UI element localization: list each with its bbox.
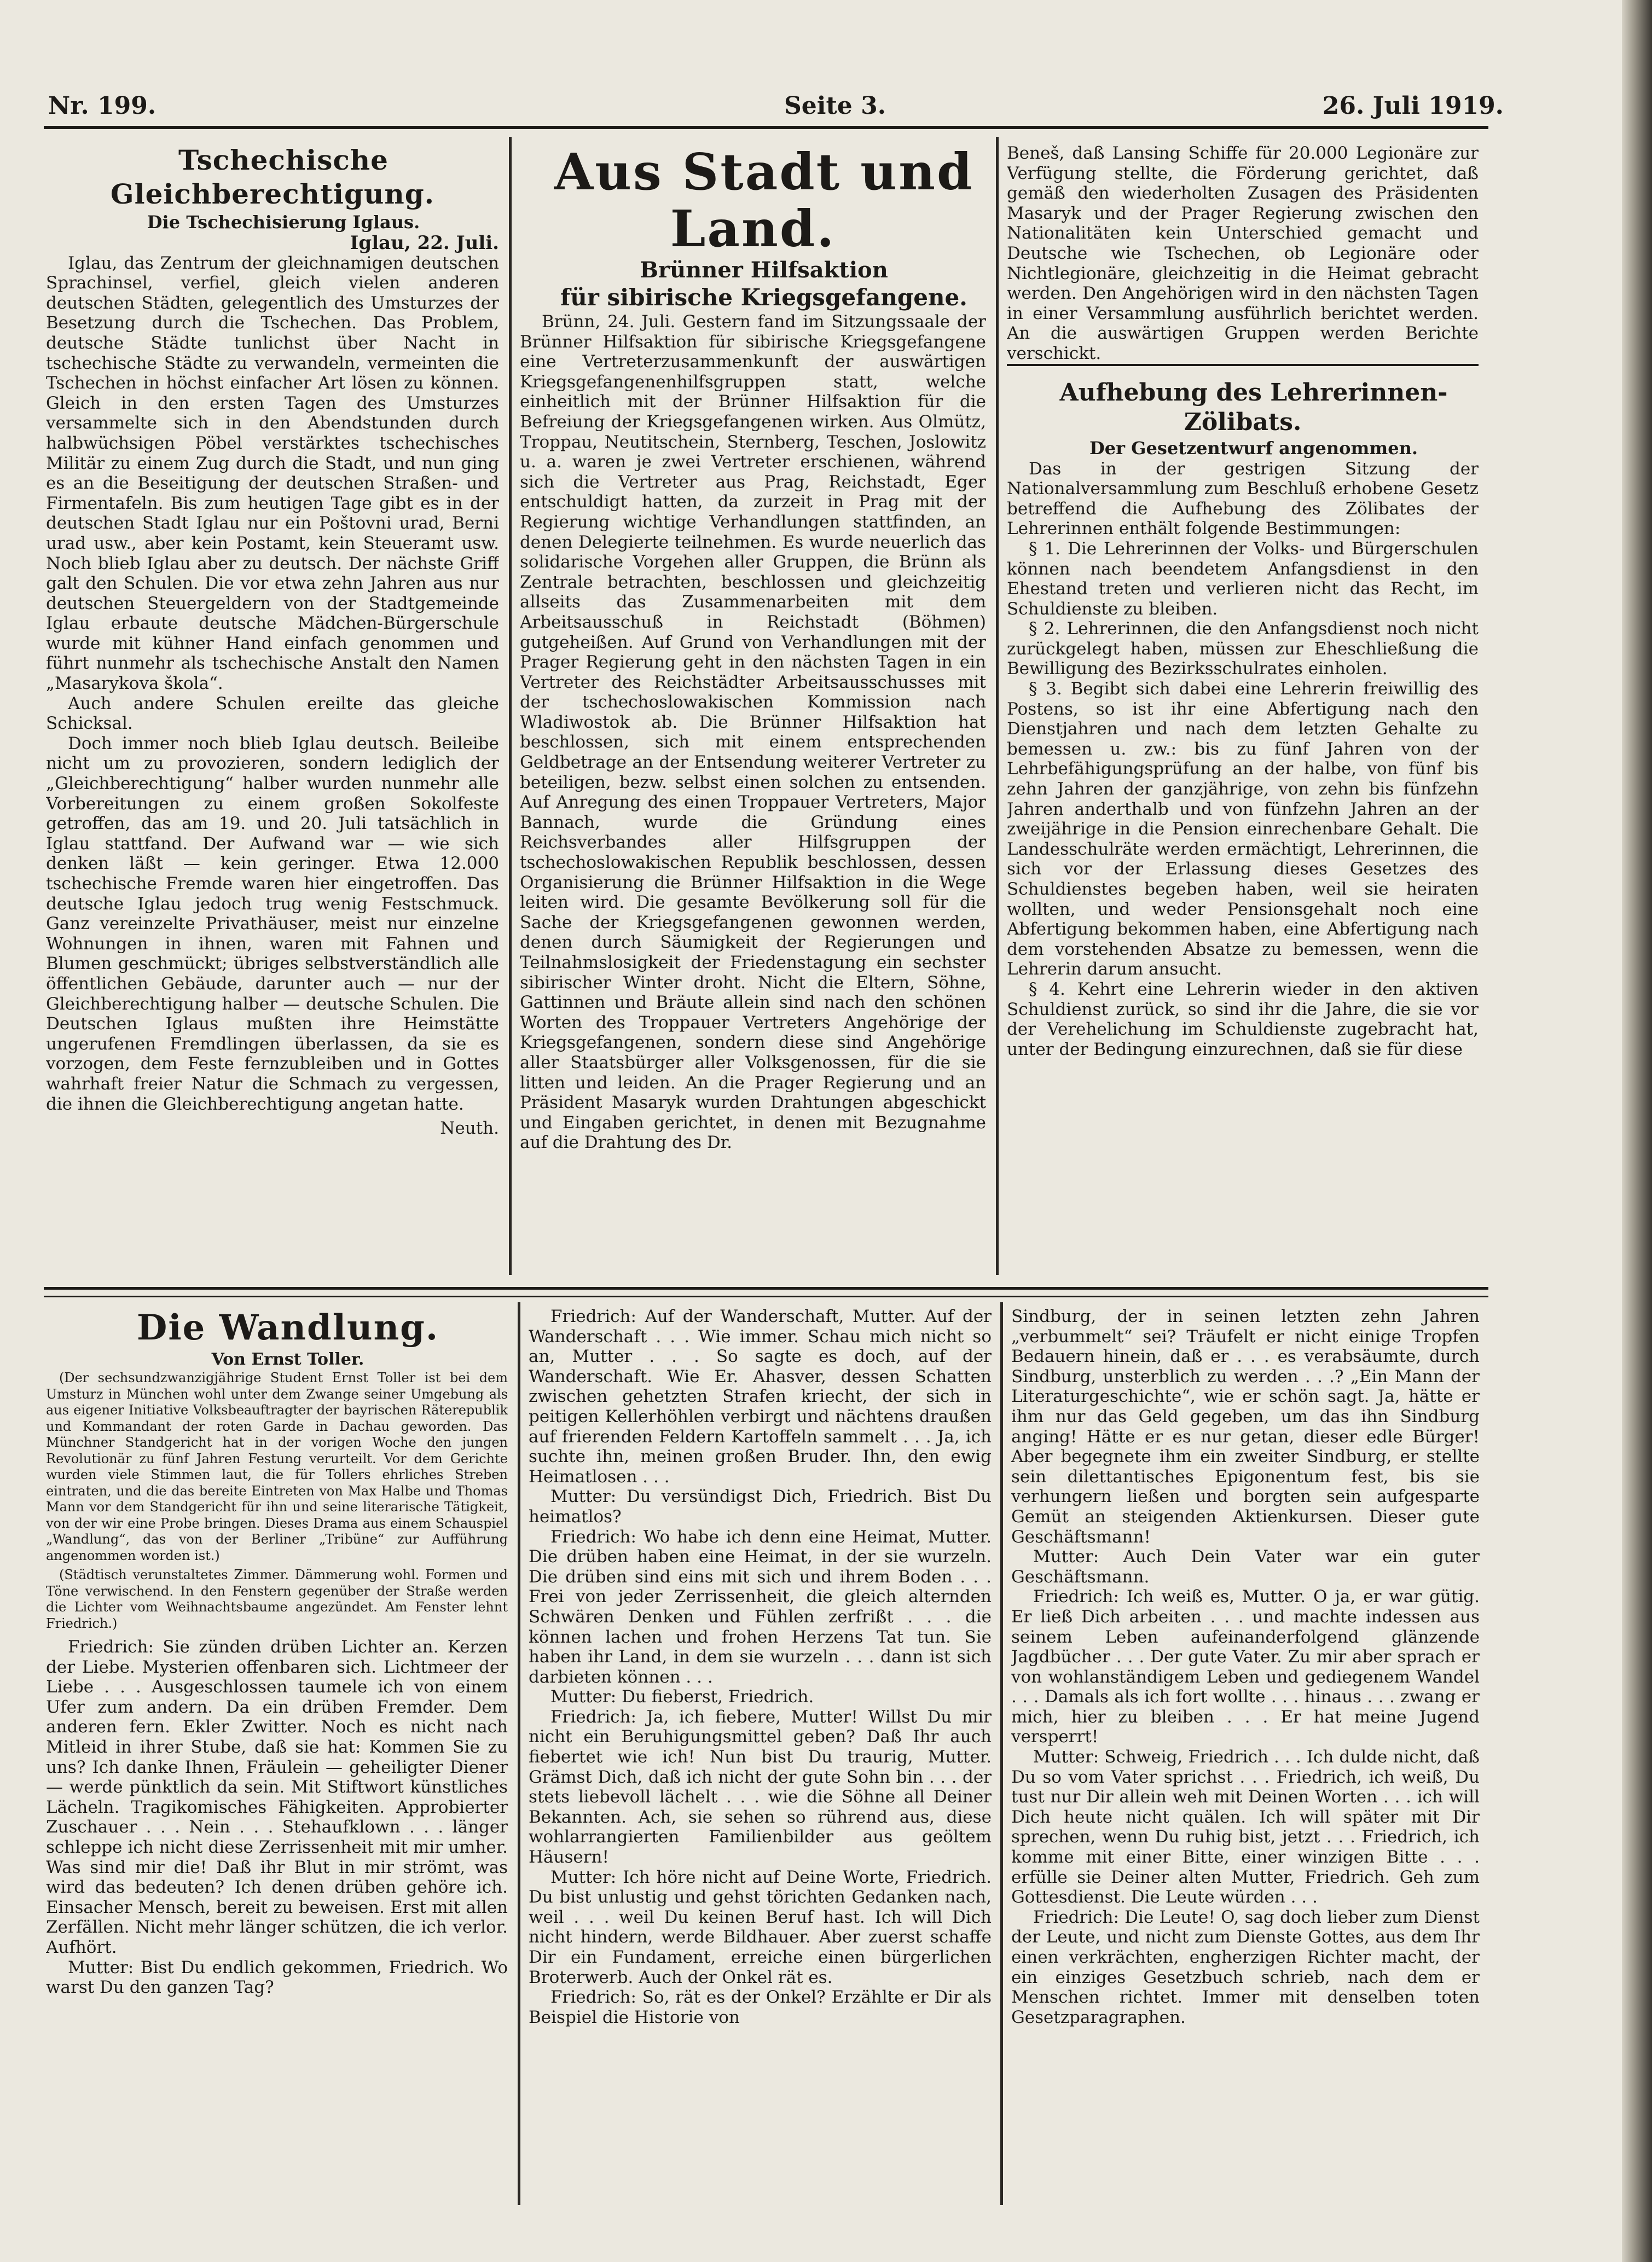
dialogue-line: Mutter: Du fieberst, Friedrich. xyxy=(550,1687,814,1707)
section-title-stadt-und-land: Aus Stadt und Land. xyxy=(554,143,974,258)
dialogue-line: Friedrich: Ja, ich fiebere, Mutter! Willst Du mir nicht ein Beruhigungsmittel geben? Daß Ihr auch fiebertet wie ich! Nun bist Du traurig, Mutter. Grämst Dich, daß ich nicht der gute Sohn bin . . . der stets liebevoll lächelt . . . wie die Söhne all Deiner Bekannten. Ach, sie sehen so rührend aus, diese wohlarrangierten Familienbilder aus geöltem Häusern! xyxy=(529,1707,992,1867)
paragraph: Auch andere Schulen ereilte das gleiche Schicksal. xyxy=(46,693,499,734)
feuilleton-rule-bottom xyxy=(44,1296,1488,1297)
paragraph: § 2. Lehrerinnen, die den Anfangsdienst noch nicht zurückgelegt haben, müssen zur Eheschließung die Bewilligung des Bezirksschulrates einholen. xyxy=(1007,619,1479,679)
dialogue-line: Friedrich: Wo habe ich denn eine Heimat, Mutter. Die drüben haben eine Heimat, in der sie wurzeln. Die drüben sind eins mit sich und ihrem Boden . . . Frei von jeder Zerrissenheit, die gleich alternden Schwären Denken und Fühlen zerfrißt . . . die können lachen und frohen Herzens Tat tun. Sie haben ihr Land, in dem sie wurzeln . . . dann ist sich darbieten können . . . xyxy=(529,1527,992,1687)
paragraph: Brünn, 24. Juli. Gestern fand im Sitzungssaale der Brünner Hilfsaktion für sibirische Kriegsgefangene eine Vertreterzusammenkunft der auswärtigen Kriegsgefangenenhilfsgruppen statt, welche einheitlich mit der Brünner Hilfsaktion für die Befreiung der Kriegsgefangenen wirken. Aus Olmütz, Troppau, Neutitschein, Sternberg, Teschen, Joslowitz u. a. waren je zwei Vertreter erschienen, während sich die Vertreter aus Prag, Reichstadt, Eger entschuldigt hatten, da zurzeit in Prag mit der Regierung wichtige Verhandlungen stattfinden, an denen Delegierte teilnehmen. Es wurde neuerlich das solidarische Vorgehen aller Gruppen, die Brünn als Zentrale betrachten, beschlossen und gleichzeitig allseits das Zusammenarbeiten mit dem Arbeitsausschuß in Reichstadt (Böhmen) gutgeheißen. Auf Grund von Verhandlungen mit der Prager Regierung geht in den nächsten Tagen in ein Vertreter des Reichstädter Arbeitsausschusses mit der tschechoslowakischen Kommission nach Wladiwostok ab. Die Brünner Hilfsaktion hat beschlossen, sich mit einem entsprechenden Geldbetrage an der Entsendung weiterer Vertreter zu beteiligen, bezw. selbst einen solchen zu entsenden. Auf Anregung des einen Troppauer Vertreters, Major Bannach, wurde die Gründung eines Reichsverbandes aller Hilfsgruppen der tschechoslowakischen Republik beschlossen, dessen Organisierung die Brünner Hilfsaktion in die Wege leiten wird. Die gesamte Bevölkerung soll für die Sache der Kriegsgefangenen gewonnen werden, denen durch Säumigkeit der Regierungen und Teilnahmslosigkeit der Friedenstagung ein sechster sibirischer Winter droht. Nicht die Eltern, Söhne, Gattinnen und Bräute allein sind nach den schönen Worten des Troppauer Vertreters Angehörige der Kriegsgefangenen, sondern diese sind Angehörige aller Staatsbürger aller Volksgenossen, für die sie litten und leiden. An die Prager Regierung und an Präsident Masaryk wurden Drahtungen abgeschickt und Eingaben gerichtet, in denen mit Bezugnahme auf die Drahtung des Dr. xyxy=(520,312,986,1153)
dialogue-line: Sindburg, der in seinen letzten zehn Jahren „verbummelt“ sei? Träufelt er nicht einige Tropfen Bedauern hinein, daß er . . . es verabsäumte, durch Sindburg, unsterblich zu werden . . .? „Ein Mann der Literaturgeschichte“, wie er schön sagt. Ja, hätte er ihm nur das Geld gegeben, um das ihn Sindburg anging! Hätte er es nur getan, dieser edle Bürger! Aber begegnete ihm ein zweiter Sindburg, er stellte sein dilettantisches Epigonentum fest, bis sie verhungern ließen und borgten sein aufgesparte Gemüt an steigenden Aktienkursen. Dieser gute Geschäftsmann! xyxy=(1011,1307,1480,1547)
headline-zoelibat: Aufhebung des Lehrerinnen-Zölibats. xyxy=(1007,364,1479,437)
stage-direction: (Städtisch verunstaltetes Zimmer. Dämmerung wohl. Formen und Töne verwischend. In den Fenstern gegenüber der Straße werden die Lichter vom Weihnachtsbaume angezündet. Am Fenster lehnt Friedrich.) xyxy=(46,1567,508,1631)
paragraph: Das in der gestrigen Sitzung der Nationalversammlung zum Beschluß erhobene Gesetz betreffend die Aufhebung des Zölibates der Lehrerinnen enthält folgende Bestimmungen: xyxy=(1007,459,1479,539)
column-rule xyxy=(996,137,999,1275)
column-rule xyxy=(518,1302,520,2205)
dialogue-line: Mutter: Ich höre nicht auf Deine Worte, Friedrich. Du bist unlustig und gehst törichten Gedanken nach, weil . . . weil Du keinen Beruf hast. Ich will Dich nicht hindern, werde Bildhauer. Aber zuerst schaffe Dir ein Fundament, erreiche einen bürgerlichen Broterwerb. Auch der Onkel rät es. xyxy=(529,1867,992,1987)
running-header xyxy=(48,92,1504,130)
dateline-iglau: Iglau, 22. Juli. xyxy=(350,232,499,254)
column-3-article xyxy=(1007,143,1479,1272)
editorial-intro: (Der sechsundzwanzigjährige Student Ernst Toller ist bei dem Umsturz in München wohl unter dem Zwange seiner Umgebung als aus eigener Initiative Volksbeauftragter der bayrischen Räterepublik und Kommandant der roten Garde in Dachau geworden. Das Münchner Standgericht hat in der vorigen Woche den jungen Revolutionär zu fünf Jahren Festung verurteilt. Vor dem Gerichte wurden viele Stimmen laut, die für Tollers ehrliches Streben eintraten, und die das bereite Eintreten von Max Halbe und Thomas Mann vor dem Standgericht für ihn und seine literarische Tätigkeit, von der wir eine Probe bringen. Dieses Drama aus einem Schauspiel „Wandlung“, das von der Berliner „Tribüne“ zur Aufführung angenommen worden ist.) xyxy=(46,1370,508,1563)
subhead-iglau: Die Tschechisierung Iglaus. xyxy=(147,212,420,233)
issue-date: 26. Juli 1919. xyxy=(1322,92,1504,120)
issue-number: Nr. 199. xyxy=(48,92,156,120)
subhead-kriegsgefangene: für sibirische Kriegsgefangene. xyxy=(560,284,967,311)
subhead-hilfsaktion: Brünner Hilfsaktion xyxy=(640,257,888,283)
page-number: Seite 3. xyxy=(784,92,886,120)
dialogue-line: Mutter: Auch Dein Vater war ein guter Geschäftsmann. xyxy=(1011,1547,1480,1587)
page-edge-shadow xyxy=(1622,0,1652,2262)
dialogue-line: Mutter: Du versündigst Dich, Friedrich. Bist Du heimatlos? xyxy=(529,1487,992,1527)
drama-title: Die Wandlung. xyxy=(136,1307,439,1348)
paragraph: § 4. Kehrt eine Lehrerin wieder in den aktiven Schuldienst zurück, so sind ihr die Jahre, die sie vor der Verehelichung im Schuldienste zugebracht hat, unter der Bedingung einzurechnen, daß sie für diese xyxy=(1007,979,1479,1059)
column-rule xyxy=(1000,1302,1003,2205)
paragraph: § 3. Begibt sich dabei eine Lehrerin freiwillig des Postens, so ist ihr eine Abfertigung nach den Dienstjahren und nach dem letzten Gehalte zu bemessen u. zw.: bis zu fünf Jahren von der Lehrbefähigungsprüfung an der halbe, von fünf bis zehn Jahren der ganzjährige, von zehn bis fünfzehn Jahren anderthalb und von fünfzehn Jahren an der zweijährige in die Pension einrechenbare Gehalt. Die Landesschulräte werden ermächtigt, Lehrerinnen, die sich vor der Erlassung dieses Gesetzes des Schuldienstes begeben haben, weil sie heiraten wollten, und weder Pensionsgehalt noch eine Abfertigung bekommen haben, eine Abfertigung nach dem vorstehenden Absatze zu bemessen, wenn die Lehrerin darum ansucht. xyxy=(1007,679,1479,979)
column-2-article xyxy=(520,143,986,1272)
dialogue-line: Friedrich: Ich weiß es, Mutter. O ja, er war gütig. Er ließ Dich arbeiten . . . und machte indessen aus seinem Leben aufeinanderfolgend glänzende Jagdbücher . . . Der gute Vater. Zu mir aber sprach er von wohlanständigem Leben und gediegenem Wandel . . . Damals als ich fort wollte . . . hinaus . . . zwang er mich, hier zu bleiben . . . Er hat meine Jugend versperrt! xyxy=(1011,1587,1480,1747)
feuilleton-rule-top xyxy=(44,1287,1488,1290)
dialogue-line: Friedrich: So, rät es der Onkel? Erzählte er Dir als Beispiel die Historie von xyxy=(529,1987,992,2027)
column-1-article xyxy=(46,143,499,1272)
column-rule xyxy=(509,137,512,1275)
drama-column-2 xyxy=(529,1307,992,2200)
headline-gleichberechtigung: Tschechische Gleichberechtigung. xyxy=(110,144,435,210)
subhead-gesetzentwurf: Der Gesetzentwurf angenommen. xyxy=(1089,437,1418,459)
paragraph: Doch immer noch blieb Iglau deutsch. Beileibe nicht um zu provozieren, sondern lediglich der „Gleichberechtigung“ halber wurden nunmehr alle Vorbereitungen zu einem großen Sokolfeste getroffen, das am 19. und 20. Juli tatsächlich in Iglau stattfand. Der Aufwand war — wie sich denken läßt — kein geringer. Etwa 12.000 tschechische Fremde waren hier eingetroffen. Das deutsche Iglau jedoch trug wenig Festschmuck. Ganz vereinzelte Privathäuser, meist nur einzelne Wohnungen in ihnen, waren mit Fahnen und Blumen geschmückt; übriges selbstverständlich alle öffentlichen Gebäude, darunter auch — nur der Gleichberechtigung halber — deutsche Schulen. Die Deutschen Iglaus mußten ihre Heimstätte ungerufenen Fremdlingen überlassen, da sie es vorzogen, dem Feste fernzubleiben und in Gottes wahrhaft freier Natur die Schmach zu vergessen, die ihnen die Gleichberechtigung angetan hatte. xyxy=(46,733,499,1114)
drama-column-1 xyxy=(46,1307,508,2200)
dialogue-line: Friedrich: Die Leute! O, sag doch lieber zum Dienst der Leute, und nicht zum Dienste Gottes, aus dem Ihr einen verkrächten, engherzigen Richter macht, der ein einziges Gesetzbuch schrieb, nach dem er Menschen richtet. Immer mit denselben toten Gesetzparagraphen. xyxy=(1011,1907,1480,2027)
dialogue-line: Mutter: Bist Du endlich gekommen, Friedrich. Wo warst Du den ganzen Tag? xyxy=(46,1957,508,1998)
dialogue-line: Friedrich: Auf der Wanderschaft, Mutter. Auf der Wanderschaft . . . Wie immer. Schau mich nicht so an, Mutter . . . So sagte es doch, auf der Wanderschaft. Wie Er. Ahasver, dessen Schatten zwischen gehetzten Strafen kriecht, der sich in peitigen Kellerhöhlen verbirgt und nächtens draußen auf frierenden Feldern Kartoffeln sammelt . . . Ja, ich suchte ihn, meinen großen Bruder. Ihn, den ewig Heimatlosen . . . xyxy=(529,1307,992,1487)
paragraph: § 1. Die Lehrerinnen der Volks- und Bürgerschulen können nach beendetem Anfangsdienst in den Ehestand treten und verlieren nicht das Recht, im Schuldienste zu bleiben. xyxy=(1007,538,1479,619)
paragraph: Beneš, daß Lansing Schiffe für 20.000 Legionäre zur Verfügung stellte, die Förderung gerichtet, daß gemäß den wiederholten Zusagen des Präsidenten Masaryk und der Prager Regierung zwischen den Nationalitäten kein Unterschied gemacht und Deutsche wie Tschechen, ob Legionäre oder Nichtlegionäre, gleichzeitig in die Heimat gebracht werden. Den Angehörigen wird in den nächsten Tagen in einer Versammlung ausführlich berichtet werden. An die auswärtigen Gruppen werden Berichte verschickt. xyxy=(1007,143,1479,363)
header-rule xyxy=(44,126,1488,129)
drama-column-3 xyxy=(1011,1307,1480,2200)
signature: Neuth. xyxy=(440,1118,499,1139)
drama-author: Von Ernst Toller. xyxy=(211,1350,364,1369)
dialogue-line: Mutter: Schweig, Friedrich . . . Ich dulde nicht, daß Du so vom Vater sprichst . . . Friedrich, ich weiß, Du tust nur Dir allein weh mit Deinen Worten . . . ich will Dich heute nicht quälen. Ich will später mit Dir sprechen, wenn Du ruhig bist, jetzt . . . Friedrich, ich komme mit einer Bitte, einer winzigen Bitte . . . erfülle sie Deiner alten Mutter, Friedrich. Geh zum Gottesdienst. Die Leute würden . . . xyxy=(1011,1747,1480,1907)
dialogue-line: Friedrich: Sie zünden drüben Lichter an. Kerzen der Liebe. Mysterien offenbaren sich. Lichtmeer der Liebe . . . Ausgeschlossen taumele ich von einem Ufer zum andern. Da ein drüben Fremder. Dem anderen fern. Ekler Zwitter. Noch es nicht nach Mitleid in ihrer Stube, daß sie hat: Kommen Sie zu uns? Ich danke Ihnen, Fräulein — geheiligter Diener — werde pünktlich da sein. Mit Stiftwort künstliches Lächeln. Tragikomisches Fähigkeiten. Approbierter Zuschauer . . . Nein . . . Stehaufklown . . . länger schleppe ich nicht diese Zerrissenheit mit mir umher. Was sind mir die! Daß ihr Blut in mir strömt, was wird das bedeuten? Ich denen drüben gehöre ich. Einsacher Mensch, bereit zu beweisen. Erst mit allen Zerfällen. Nicht mehr länger schützen, die ich verlor. Aufhört. xyxy=(46,1637,508,1957)
paragraph: Iglau, das Zentrum der gleichnamigen deutschen Sprachinsel, verfiel, gleich vielen anderen deutschen Städten, gelegentlich des Umsturzes der Besetzung durch die Tschechen. Das Problem, deutsche Städte tunlichst über Nacht in tschechische Städte zu verwandeln, vermeinten die Tschechen in höchst einfacher Art lösen zu können. Gleich in den ersten Tagen des Umsturzes versammelte sich in den Abendstunden durch halbwüchsigen Pöbel verstärktes tschechisches Militär zu einem Zug durch die Stadt, und nun ging es an die Beseitigung der deutschen Straßen- und Firmentafeln. Bis zum heutigen Tage gibt es in der deutschen Stadt Iglau nur ein Poštovni urad, Berni urad usw., aber kein Postamt, kein Steueramt usw. Noch blieb Iglau aber zu deutsch. Der nächste Griff galt den Schulen. Die vor etwa zehn Jahren aus nur deutschen Steuergeldern von der Stadtgemeinde Iglau erbaute deutsche Mädchen-Bürgerschule wurde mit kühner Hand einfach genommen und führt nunmehr als tschechische Anstalt den Namen „Masarykova škola“. xyxy=(46,253,499,694)
